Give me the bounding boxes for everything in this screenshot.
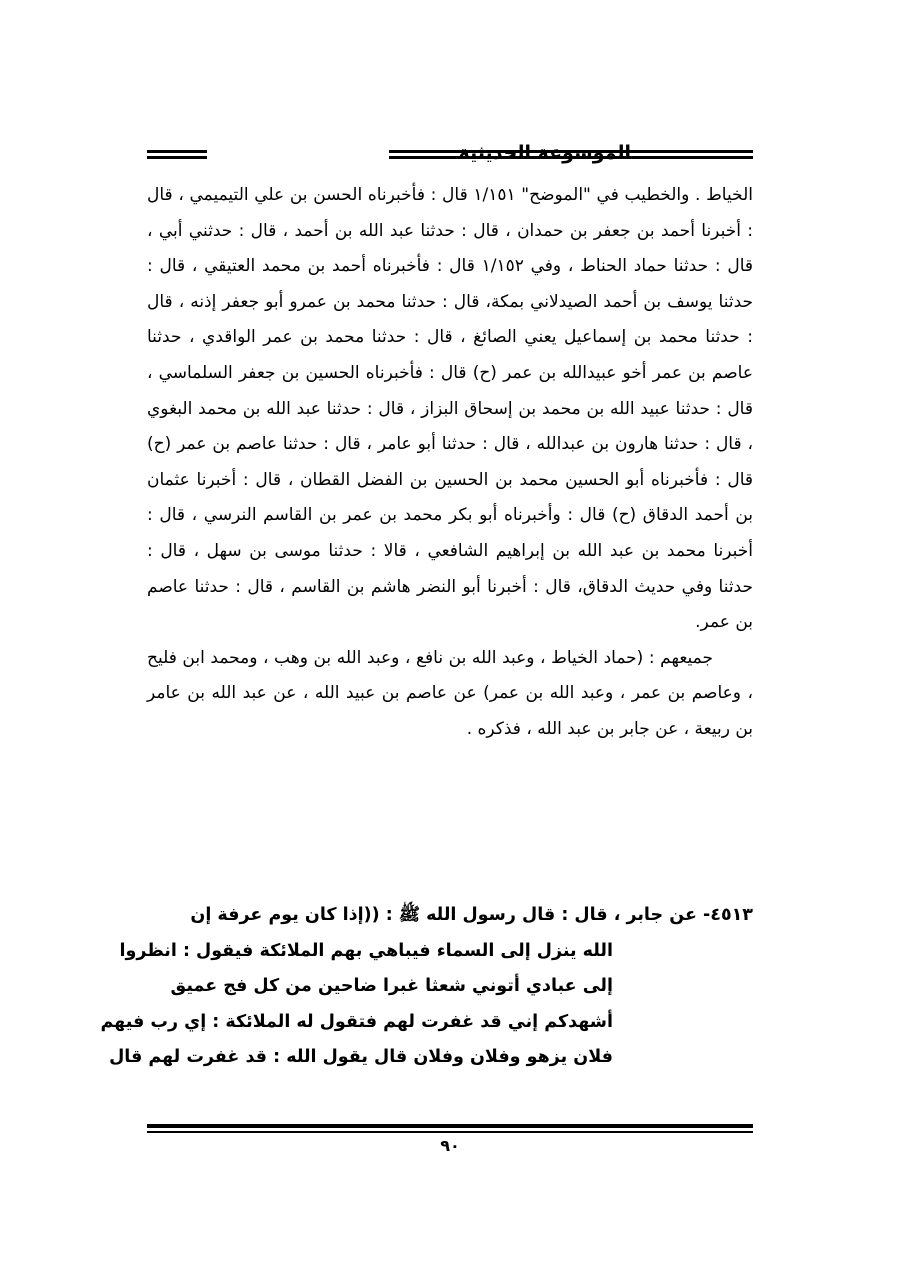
paragraph-isnad: الخياط . والخطيب في "الموضح" ١/١٥١ قال : فأخبرناه الحسن بن علي التيميمي ، قال : أخبرنا أحمد بن جعفر بن حمدان ، قال : حدثنا عبد الله بن أحمد ، قال : حدثني أبي ، قال : حدثنا حماد الحناط ، وفي ١/١٥٢ قال : فأخبرناه أحمد بن محمد العتيقي ، قال : حدثنا يوسف بن أحمد الصيدلاني بمكة، قال : حدثنا محمد بن عمرو أبو جعفر إذنه ، قال : حدثنا محمد بن إسماعيل يعني الصائغ ، قال : حدثنا محمد بن عمر الواقدي ، حدثنا عاصم بن عمر أخو عبيدالله بن عمر (ح) قال : فأخبرناه الحسين بن جعفر السلماسي ، قال : حدثنا عبيد الله بن محمد بن إسحاق البزاز ، قال : حدثنا عبد الله بن محمد البغوي ، قال : حدثنا هارون بن عبدالله ، قال : حدثنا أبو عامر ، قال : حدثنا عاصم بن عمر (ح) قال : فأخبرناه أبو الحسين محمد بن الحسين بن الفضل القطان ، قال : أخبرنا عثمان بن أحمد الدقاق (ح) قال : وأخبرناه أبو بكر محمد بن عمر بن القاسم النرسي ، قال : أخبرنا محمد بن عبد الله بن إبراهيم الشافعي ، قالا : حدثنا موسى بن سهل ، قال : حدثنا وفي حديث الدقاق، قال : أخبرنا أبو النضر هاشم بن القاسم ، قال : حدثنا عاصم بن عمر. [147, 185, 754, 633]
page-number: ٩٠ [440, 1136, 460, 1155]
header-title: الموسوعة الحديثية [458, 142, 631, 164]
body-text [147, 178, 753, 748]
hadith-line: أشهدكم إني قد غفرت لهم فتقول له الملائكة : إي رب فيهم [100, 1011, 613, 1032]
hadith-line: ٤٥١٣- عن جابر ، قال : قال رسول الله ﷺ : ((إذا كان يوم عرفة إن [190, 905, 753, 925]
hadith-line: الله ينزل إلى السماء فيباهي بهم الملائكة فيقول : انظروا [119, 940, 613, 961]
hadith-line: فلان يزهو وفلان وفلان قال يقول الله : قد غفرت لهم قال [109, 1047, 613, 1068]
hadith-line: إلى عبادي أتوني شعثا غبرا ضاحين من كل فج عميق [170, 976, 613, 997]
running-header [147, 140, 753, 170]
footer-rule [147, 1124, 753, 1133]
paragraph-summary: جميعهم : (حماد الخياط ، وعبد الله بن نافع ، وعبد الله بن وهب ، ومحمد ابن فليح ، وعاصم بن عمر ، وعبد الله بن عمر) عن عاصم بن عبيد الله ، عن عبد الله بن عامر بن ربيعة ، عن جابر بن عبد الله ، فذكره . [147, 647, 753, 739]
header-rule-left [147, 150, 207, 159]
header-rule-right [389, 150, 753, 159]
hadith-text [100, 898, 753, 1076]
